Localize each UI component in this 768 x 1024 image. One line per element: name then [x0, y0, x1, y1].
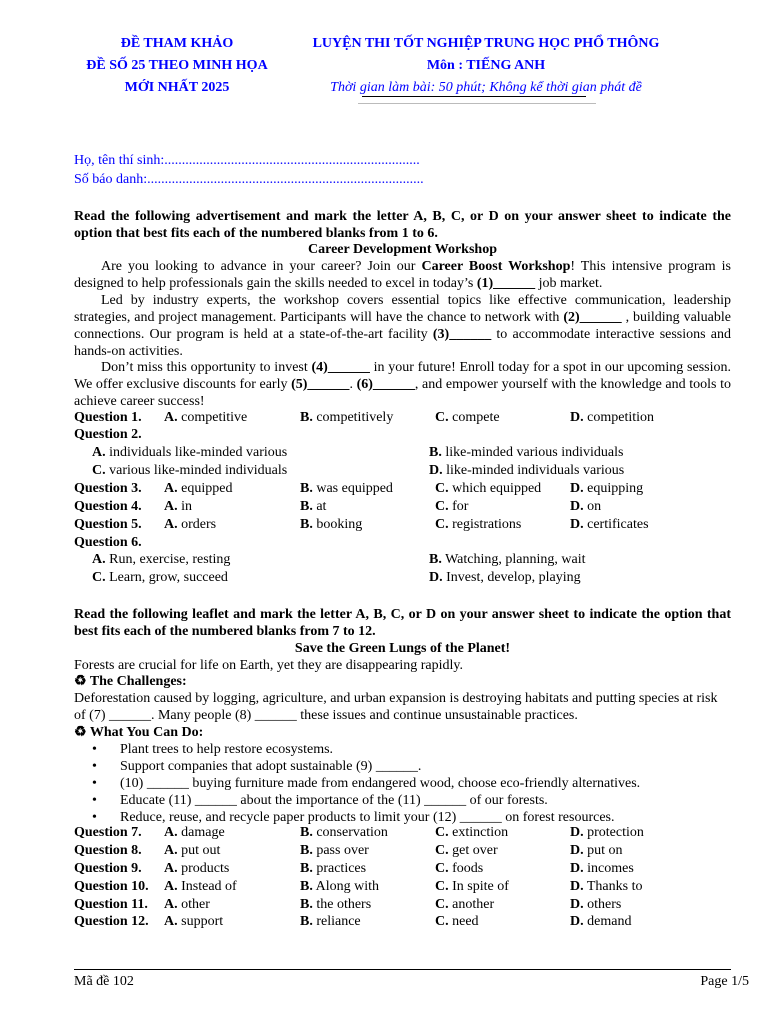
section2-instruction: Read the following leaflet and mark the letter A, B, C, or D on your answer sheet to indicate the option that best fits each of the numbered blanks from 7 to 12.	[74, 607, 731, 639]
actions-list	[74, 741, 754, 826]
section2-intro: Forests are crucial for life on Earth, yet they are disappearing rapidly.	[74, 658, 463, 673]
option-d[interactable]: D. equipping	[570, 481, 644, 496]
header-left	[60, 33, 294, 99]
question-2-row-2	[74, 462, 734, 480]
option-d[interactable]: D. others	[570, 897, 622, 912]
exam-code: Mã đề 102	[74, 974, 134, 989]
option-b[interactable]: B. competitively	[300, 410, 394, 425]
option-d[interactable]: D. demand	[570, 914, 632, 929]
list-item: • (10) ______ buying furniture made from endangered wood, choose eco-friendly alternatives.	[74, 775, 754, 792]
option-a[interactable]: A. competitive	[164, 410, 248, 425]
question-1: Question 1. A. competitive B. competitively C. compete D. competition	[74, 410, 655, 425]
option-a[interactable]: A. in	[164, 499, 193, 514]
section1-paragraph-3: Don’t miss this opportunity to invest (4)______ in your future! Enroll today for a spot in our upcoming session. We offer exclusive discounts for early (5)______. (6)______, and empower yourself with the knowledge and tools to achieve career success!	[74, 360, 732, 409]
option-b[interactable]: B. Watching, planning, wait	[429, 552, 586, 567]
option-b[interactable]: B. pass over	[300, 843, 369, 858]
option-a[interactable]: A. Run, exercise, resting	[92, 552, 231, 567]
student-info	[74, 151, 731, 189]
option-a[interactable]: A. other	[164, 897, 210, 912]
exam-title: LUYỆN THI TỐT NGHIỆP TRUNG HỌC PHỔ THÔNG	[312, 36, 660, 51]
question-6: Question 6.	[74, 535, 142, 550]
blank-4: (4)______	[311, 360, 370, 375]
section1-paragraph-2: Led by industry experts, the workshop covers essential topics like effective communication, leadership strategies, and project management. Participants will have the chance to network with (2)______ , building valuable connections. Our program is held at a state-of-the-art facility (3)______ to accommodate interactive sessions and hands-on activities.	[74, 293, 731, 359]
option-a[interactable]: A. products	[164, 861, 230, 876]
option-d[interactable]: D. like-minded individuals various	[429, 463, 625, 478]
actions-heading: ♻ What You Can Do:	[74, 725, 204, 740]
option-d[interactable]: D. put on	[570, 843, 623, 858]
option-c[interactable]: C. various like-minded individuals	[92, 463, 288, 478]
challenges-heading: ♻ The Challenges:	[74, 674, 187, 689]
option-c[interactable]: C. Learn, grow, succeed	[92, 570, 228, 585]
section2-title: Save the Green Lungs of the Planet!	[294, 641, 511, 656]
option-c[interactable]: C. foods	[435, 861, 484, 876]
list-item: • Reduce, reuse, and recycle paper products to limit your (12) ______ on forest resources.	[74, 809, 754, 826]
question-9: Question 9. A. products B. practices C. foods D. incomes	[74, 861, 634, 876]
header-left-line-2: ĐỀ SỐ 25 THEO MINH HỌA	[86, 58, 268, 73]
blank-3: (3)______	[432, 327, 492, 342]
option-c[interactable]: C. registrations	[435, 517, 522, 532]
option-a[interactable]: A. damage	[164, 825, 225, 840]
blank-2: (2)______	[563, 310, 622, 325]
option-a[interactable]: A. Instead of	[164, 879, 237, 894]
blank-1: (1)______	[476, 276, 536, 291]
footer-rule	[74, 969, 731, 970]
option-a[interactable]: A. orders	[164, 517, 217, 532]
option-c[interactable]: C. another	[435, 897, 495, 912]
question-4: Question 4. A. in B. at C. for D. on	[74, 499, 602, 514]
challenges-text: Deforestation caused by logging, agriculture, and urban expansion is destroying habitats and putting species at risk of (7) ______. Many people (8) ______ these issues and continue unsustainable practices.	[74, 691, 718, 723]
option-b[interactable]: B. Along with	[300, 879, 379, 894]
option-b[interactable]: B. practices	[300, 861, 367, 876]
option-c[interactable]: C. compete	[435, 410, 500, 425]
option-d[interactable]: D. on	[570, 499, 602, 514]
exam-subject: Môn : TIẾNG ANH	[426, 58, 546, 73]
section1-paragraph-1: Are you looking to advance in your career? Join our Career Boost Workshop! This intensive program is designed to help professionals gain the skills needed to excel in today’s (1)______ job market.	[74, 259, 731, 291]
header-rule	[362, 96, 586, 97]
question-12: Question 12. A. support B. reliance C. need D. demand	[74, 914, 632, 929]
option-b[interactable]: B. the others	[300, 897, 372, 912]
option-d[interactable]: D. Thanks to	[570, 879, 643, 894]
recycle-icon: ♻	[74, 725, 87, 740]
header-right	[286, 33, 686, 99]
option-c[interactable]: C. for	[435, 499, 469, 514]
option-d[interactable]: D. protection	[570, 825, 644, 840]
option-d[interactable]: D. incomes	[570, 861, 634, 876]
option-a[interactable]: A. put out	[164, 843, 221, 858]
option-d[interactable]: D. competition	[570, 410, 655, 425]
question-2-row-1	[74, 444, 734, 462]
question-3: Question 3. A. equipped B. was equipped C. which equipped D. equipping	[74, 481, 644, 496]
option-c[interactable]: C. In spite of	[435, 879, 509, 894]
section1-instruction: Read the following advertisement and mark the letter A, B, C, or D on your answer sheet to indicate the option that best fits each of the numbered blanks from 1 to 6.	[74, 209, 731, 241]
option-c[interactable]: C. extinction	[435, 825, 509, 840]
exam-time: Thời gian làm bài: 50 phút; Không kể thời gian phát đề	[330, 80, 642, 95]
blank-6: (6)______	[356, 377, 415, 392]
option-b[interactable]: B. conservation	[300, 825, 388, 840]
option-c[interactable]: C. get over	[435, 843, 498, 858]
question-2: Question 2.	[74, 427, 142, 442]
option-d[interactable]: D. Invest, develop, playing	[429, 570, 581, 585]
option-c[interactable]: C. need	[435, 914, 479, 929]
header-rule-light	[358, 103, 596, 104]
question-11: Question 11. A. other B. the others C. another D. others	[74, 897, 622, 912]
header-left-line-3: MỚI NHẤT 2025	[124, 80, 230, 95]
list-item: • Plant trees to help restore ecosystems.	[74, 741, 754, 758]
header-left-line-1: ĐỀ THAM KHẢO	[120, 36, 234, 51]
option-b[interactable]: B. like-minded various individuals	[429, 445, 624, 460]
question-5: Question 5. A. orders B. booking C. registrations D. certificates	[74, 517, 649, 532]
question-7: Question 7. A. damage B. conservation C. extinction D. protection	[74, 825, 644, 840]
student-number-field[interactable]: Số báo danh:...............................................................................	[74, 172, 424, 187]
option-a[interactable]: A. individuals like-minded various	[92, 445, 288, 460]
page-number: Page 1/5	[700, 974, 749, 989]
list-item: • Educate (11) ______ about the importance of the (11) ______ of our forests.	[74, 792, 754, 809]
question-6-row-2	[74, 569, 734, 587]
option-a[interactable]: A. equipped	[164, 481, 233, 496]
option-b[interactable]: B. booking	[300, 517, 363, 532]
question-6-row-1	[74, 551, 734, 569]
option-c[interactable]: C. which equipped	[435, 481, 542, 496]
question-8: Question 8. A. put out B. pass over C. get over D. put on	[74, 843, 623, 858]
question-10: Question 10. A. Instead of B. Along with C. In spite of D. Thanks to	[74, 879, 643, 894]
option-a[interactable]: A. support	[164, 914, 224, 929]
section1-title: Career Development Workshop	[308, 242, 497, 257]
option-d[interactable]: D. certificates	[570, 517, 649, 532]
student-name-field[interactable]: Họ, tên thí sinh:.........................................................................	[74, 153, 420, 168]
option-b[interactable]: B. at	[300, 499, 327, 514]
recycle-icon: ♻	[74, 674, 87, 689]
blank-5: (5)______	[291, 377, 350, 392]
list-item: • Support companies that adopt sustainable (9) ______.	[74, 758, 754, 775]
option-b[interactable]: B. was equipped	[300, 481, 393, 496]
option-b[interactable]: B. reliance	[300, 914, 361, 929]
